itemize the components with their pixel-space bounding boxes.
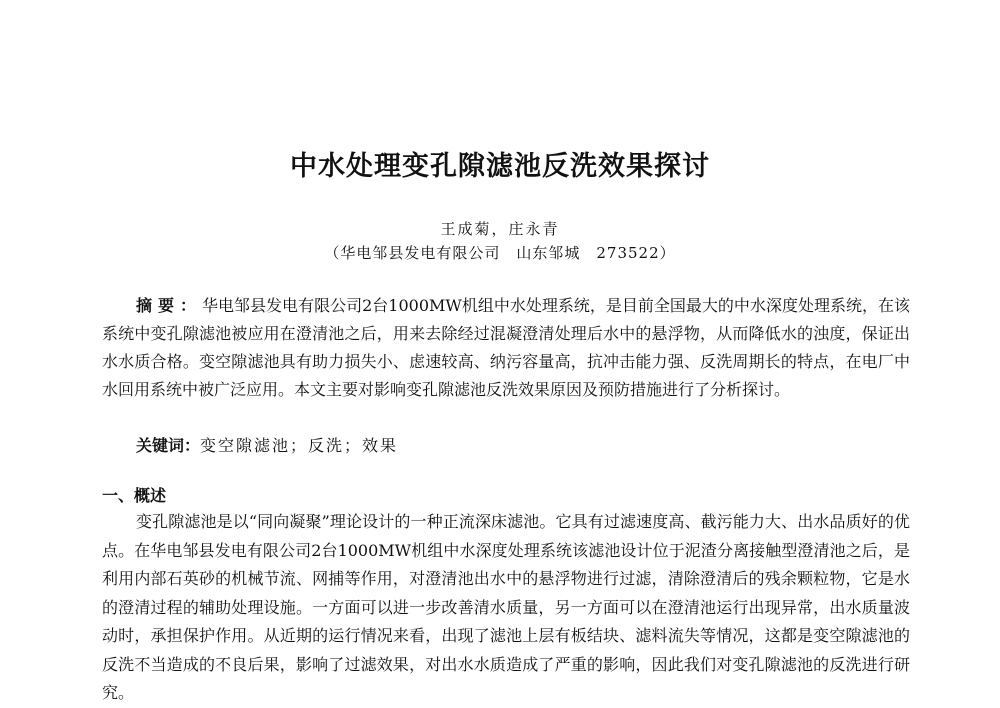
paper-title: 中水处理变孔隙滤池反洗效果探讨: [290, 151, 710, 182]
keywords: [136, 432, 398, 460]
section-overview-text: 变孔隙滤池是以“同向凝聚”理论设计的一种正流深床滤池。它具有过滤速度高、截污能力大、出水品质好的优点。在华电邹县发电有限公司2台1000MW机组中水深度处理系统该滤池设计位于泥渣分离接触型澄清池之后，是利用内部石英砂的机械节流、网捕等作用，对澄清池出水中的悬浮物进行过滤，清除澄清后的残余颗粒物，它是水的澄清过程的辅助处理设施。一方面可以进一步改善清水质量，另一方面可以在澄清池运行出现异常，出水质量波动时，承担保护作用。从近期的运行情况来看，出现了滤池上层有板结块、滤料流失等情况，这都是变空隙滤池的反洗不当造成的不良后果，影响了过滤效果，对出水水质造成了严重的影响，因此我们对变孔隙滤池的反洗进行研究。: [102, 512, 910, 702]
paper-affiliation: （华电邹县发电有限公司 山东邹城 273522）: [324, 244, 676, 262]
abstract-text: 华电邹县发电有限公司2台1000MW机组中水处理系统，是目前全国最大的中水深度处理系统，在该系统中变孔隙滤池被应用在澄清池之后，用来去除经过混凝澄清处理后水中的悬浮物，从而降低水的浊度，保证出水水质合格。变空隙滤池具有助力损失小、虑速较高、纳污容量高，抗冲击能力强、反洗周期长的特点，在电厂中水回用系统中被广泛应用。本文主要对影响变孔隙滤池反洗效果原因及预防措施进行了分析探讨。: [102, 296, 910, 399]
abstract-label: 摘要：: [136, 296, 203, 315]
paper-authors: 王成菊，庄永青: [440, 220, 560, 238]
section-heading-overview: 一、概述: [102, 486, 167, 505]
keywords-label: 关键词：: [136, 436, 201, 455]
abstract: [102, 292, 910, 404]
keywords-text: 变空隙滤池；反洗；效果: [200, 436, 399, 455]
